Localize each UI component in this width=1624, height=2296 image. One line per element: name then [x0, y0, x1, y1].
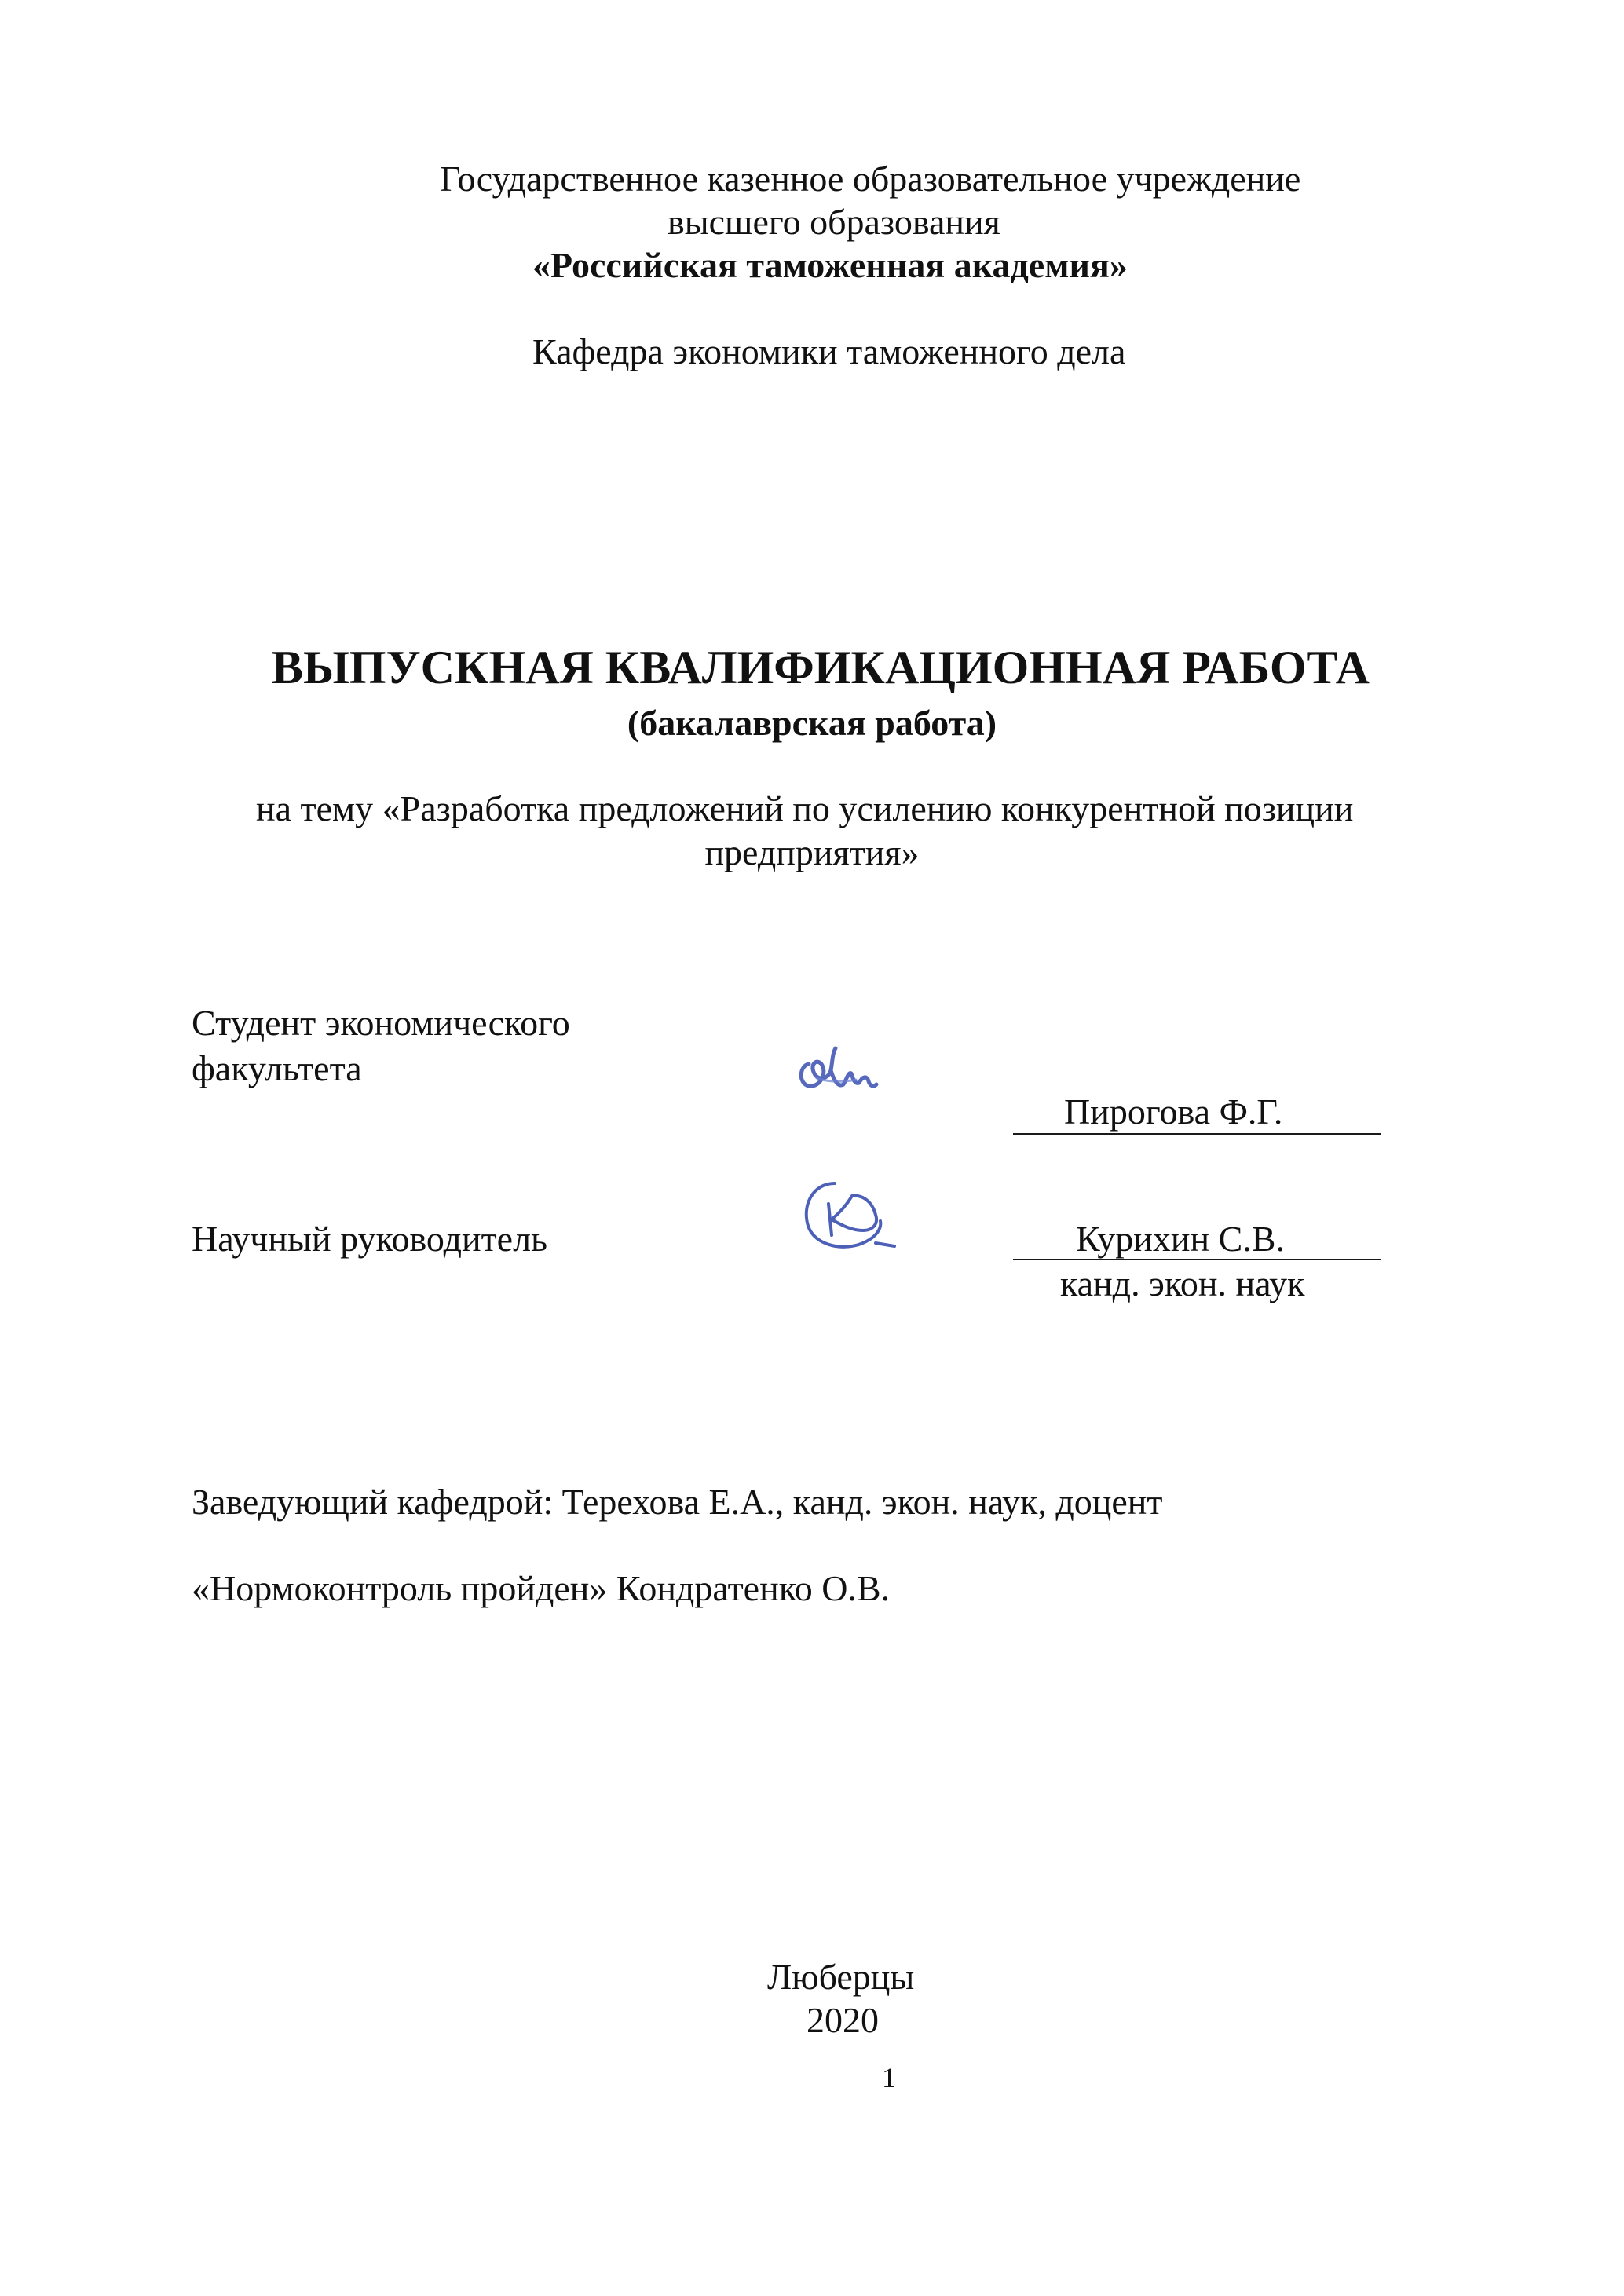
supervisor-degree: канд. экон. наук	[1060, 1263, 1305, 1303]
institution-line-2: высшего образования	[668, 202, 1000, 242]
city-name: Люберцы	[767, 1957, 915, 1997]
norm-control-note: «Нормоконтроль пройден» Кондратенко О.В.	[192, 1568, 891, 1608]
student-name: Пирогова Ф.Г.	[1064, 1091, 1283, 1132]
academy-name: «Российская таможенная академия»	[532, 245, 1128, 285]
page-number: 1	[882, 2062, 896, 2093]
topic-line-1: на тему «Разработка предложений по усилению конкурентной позиции	[256, 788, 1354, 828]
document-subtitle: (бакалаврская работа)	[627, 703, 997, 743]
institution-line-1: Государственное казенное образовательное учреждение	[440, 159, 1301, 199]
head-of-department: Заведующий кафедрой: Терехова Е.А., канд. экон. наук, доцент	[192, 1482, 1163, 1522]
student-signature-line	[1013, 1133, 1381, 1135]
supervisor-signature	[797, 1174, 899, 1260]
department-name: Кафедра экономики таможенного дела	[532, 331, 1126, 371]
document-title: ВЫПУСКНАЯ КВАЛИФИКАЦИОННАЯ РАБОТА	[272, 642, 1370, 693]
student-signature	[793, 1033, 883, 1103]
supervisor-signature-line	[1013, 1259, 1381, 1260]
year: 2020	[807, 2000, 879, 2040]
supervisor-label: Научный руководитель	[192, 1219, 548, 1259]
topic-line-2: предприятия»	[704, 832, 920, 872]
student-label-line-2: факультета	[192, 1048, 362, 1088]
supervisor-name: Курихин С.В.	[1076, 1219, 1285, 1259]
student-label-line-1: Студент экономического	[192, 1003, 570, 1043]
